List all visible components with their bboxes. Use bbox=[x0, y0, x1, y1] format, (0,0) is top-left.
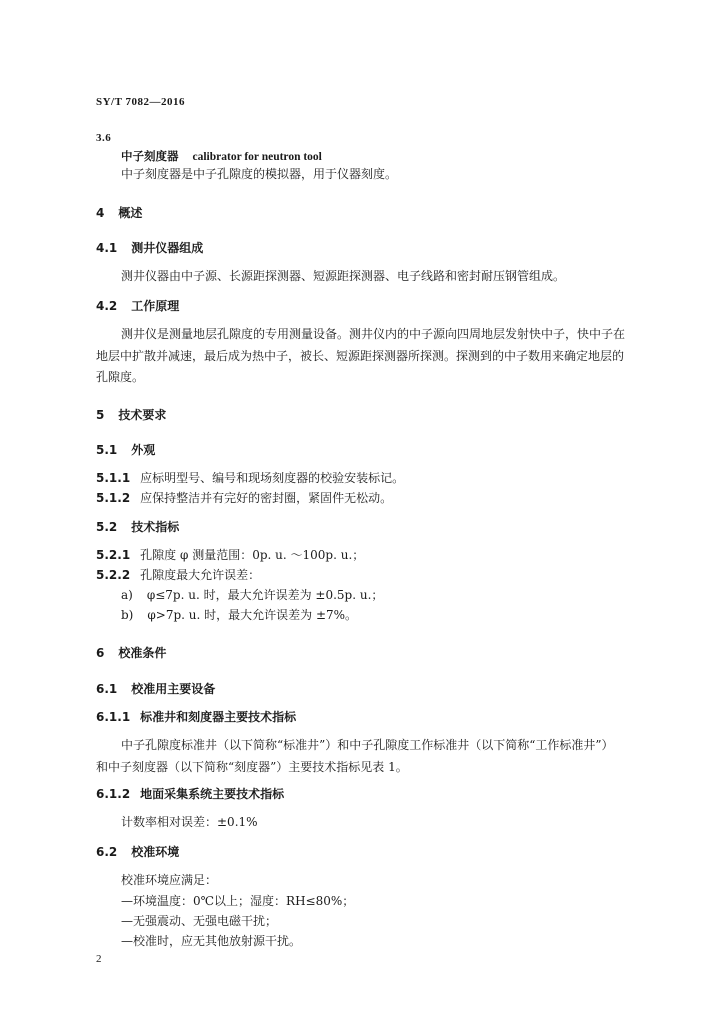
section-6-1-number: 6.1 bbox=[96, 682, 118, 696]
item-5-1-2-number: 5.1.2 bbox=[96, 491, 131, 505]
item-6-1-1-title: 标准井和刻度器主要技术指标 bbox=[140, 710, 297, 724]
item-6-1-1-line-1: 中子孔隙度标准井（以下简称“标准井”）和中子孔隙度工作标准井（以下简称“工作标准井”） bbox=[121, 738, 614, 752]
section-5-2-title: 技术指标 bbox=[131, 520, 180, 534]
item-5-2-2-a bbox=[121, 587, 383, 603]
section-5-2-heading bbox=[96, 519, 179, 535]
item-5-2-2-text: 孔隙度最大允许误差： bbox=[140, 568, 261, 582]
section-3-6-number: 3.6 bbox=[96, 132, 112, 144]
item-6-1-1-number: 6.1.1 bbox=[96, 710, 131, 724]
env-item-1: —环境温度：0℃以上；湿度：RH≤80%； bbox=[121, 894, 355, 908]
item-6-1-1-heading bbox=[96, 709, 296, 725]
section-6-1-heading bbox=[96, 681, 215, 697]
item-5-2-1-text: 孔隙度 φ 测量范围：0p. u. ～100p. u.； bbox=[140, 548, 365, 562]
section-4-title: 概述 bbox=[118, 206, 143, 220]
section-4-number: 4 bbox=[96, 206, 105, 220]
section-5-1-heading bbox=[96, 442, 155, 458]
item-b-label: b) bbox=[121, 608, 134, 622]
section-4-1-heading bbox=[96, 240, 203, 256]
page-number: 2 bbox=[96, 953, 102, 965]
standard-code: SY/T 7082—2016 bbox=[96, 96, 186, 108]
item-6-1-2-text: 计数率相对误差：±0.1% bbox=[121, 815, 258, 829]
section-6-2-heading bbox=[96, 844, 179, 860]
item-6-1-2-title: 地面采集系统主要技术指标 bbox=[140, 787, 285, 801]
item-b-text: φ>7p. u. 时，最大允许误差为 ±7%。 bbox=[147, 608, 358, 622]
item-5-1-2 bbox=[96, 490, 392, 506]
section-5-1-number: 5.1 bbox=[96, 443, 118, 457]
item-5-1-1-text: 应标明型号、编号和现场刻度器的校验安装标记。 bbox=[140, 471, 405, 485]
item-5-1-1-number: 5.1.1 bbox=[96, 471, 131, 485]
section-5-2-number: 5.2 bbox=[96, 520, 118, 534]
section-4-2-line-3: 孔隙度。 bbox=[96, 370, 145, 384]
section-6-title: 校准条件 bbox=[118, 646, 167, 660]
item-5-1-2-text: 应保持整洁并有完好的密封圈，紧固件无松动。 bbox=[140, 491, 393, 505]
term-en: calibrator for neutron tool bbox=[192, 151, 322, 163]
item-5-2-2 bbox=[96, 567, 260, 583]
section-6-number: 6 bbox=[96, 646, 105, 660]
item-a-label: a) bbox=[121, 588, 133, 602]
item-5-2-2-number: 5.2.2 bbox=[96, 568, 131, 582]
env-item-3: —校准时，应无其他放射源干扰。 bbox=[121, 934, 302, 948]
term-cn: 中子刻度器 bbox=[121, 149, 179, 163]
section-5-title: 技术要求 bbox=[118, 408, 167, 422]
item-6-1-2-heading bbox=[96, 786, 284, 802]
section-4-1-text: 测井仪器由中子源、长源距探测器、短源距探测器、电子线路和密封耐压钢管组成。 bbox=[121, 269, 566, 283]
section-5-heading bbox=[96, 407, 166, 423]
section-4-2-heading bbox=[96, 298, 179, 314]
section-5-1-title: 外观 bbox=[131, 443, 156, 457]
section-4-2-line-2: 地层中扩散并减速，最后成为热中子，被长、短源距探测器所探测。探测到的中子数用来确定地层的 bbox=[96, 349, 625, 363]
section-5-number: 5 bbox=[96, 408, 105, 422]
item-a-text: φ≤7p. u. 时，最大允许误差为 ±0.5p. u.； bbox=[146, 588, 384, 602]
section-4-1-number: 4.1 bbox=[96, 241, 118, 255]
section-6-1-title: 校准用主要设备 bbox=[131, 682, 216, 696]
item-5-2-1 bbox=[96, 547, 364, 563]
section-4-1-title: 测井仪器组成 bbox=[131, 241, 204, 255]
section-6-2-number: 6.2 bbox=[96, 845, 118, 859]
item-5-2-2-b bbox=[121, 607, 357, 623]
env-item-2: —无强震动、无强电磁干扰； bbox=[121, 914, 278, 928]
item-5-2-1-number: 5.2.1 bbox=[96, 548, 131, 562]
item-6-1-2-number: 6.1.2 bbox=[96, 787, 131, 801]
section-6-2-title: 校准环境 bbox=[131, 845, 180, 859]
item-6-1-1-line-2: 和中子刻度器（以下简称“刻度器”）主要技术指标见表 1。 bbox=[96, 760, 408, 774]
term-definition: 中子刻度器是中子孔隙度的模拟器，用于仪器刻度。 bbox=[121, 167, 398, 181]
section-6-heading bbox=[96, 645, 166, 661]
item-5-1-1 bbox=[96, 470, 404, 486]
section-4-2-line-1: 测井仪是测量地层孔隙度的专用测量设备。测井仪内的中子源向四周地层发射快中子，快中子在 bbox=[121, 327, 626, 341]
section-4-heading bbox=[96, 205, 142, 221]
term-heading bbox=[121, 148, 322, 165]
section-6-2-intro: 校准环境应满足： bbox=[121, 873, 218, 887]
section-4-2-number: 4.2 bbox=[96, 299, 118, 313]
section-4-2-title: 工作原理 bbox=[131, 299, 180, 313]
